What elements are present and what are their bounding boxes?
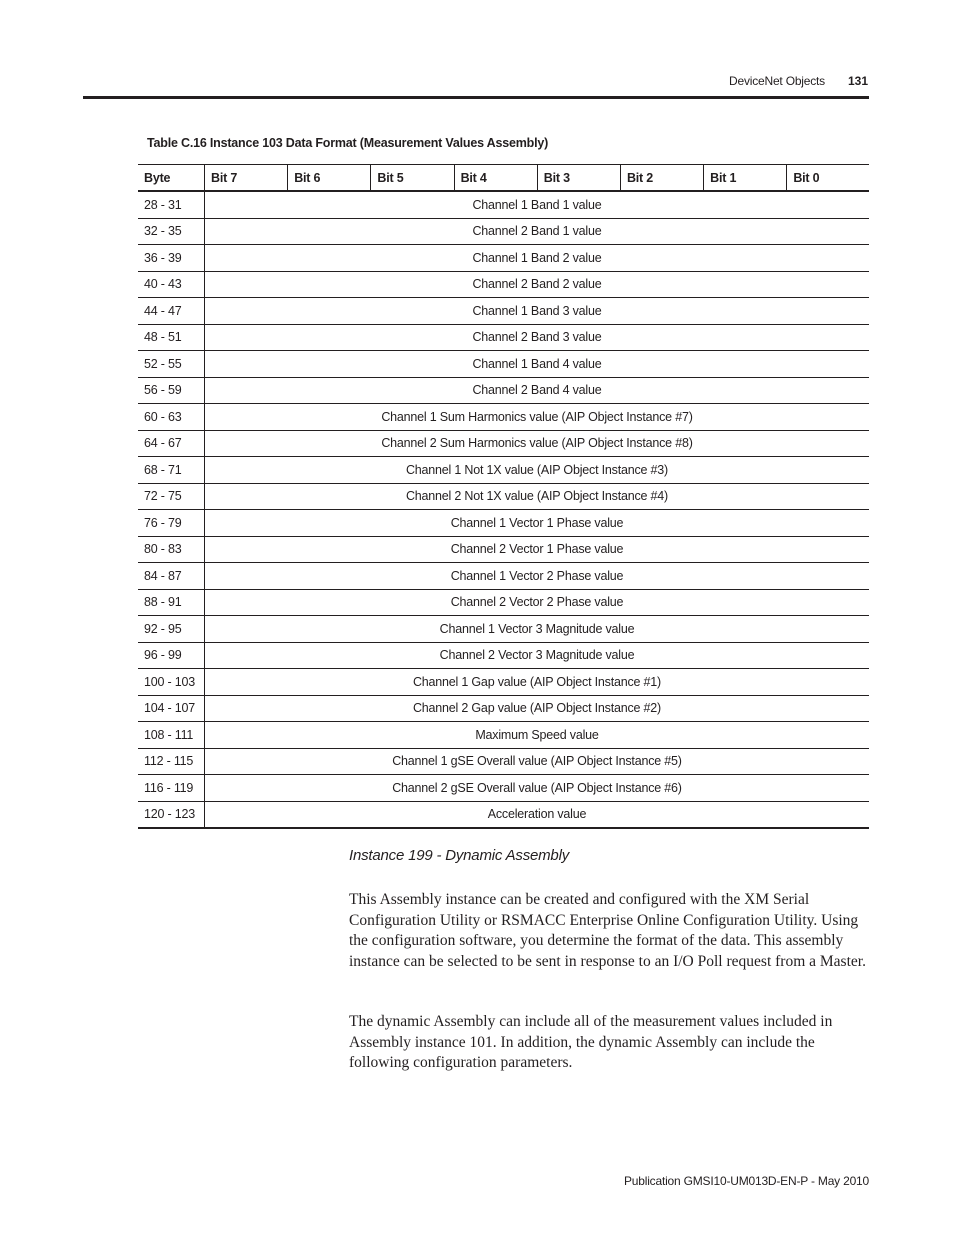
table-row xyxy=(138,748,869,775)
value-cell: Channel 1 Band 2 value xyxy=(205,245,870,272)
value-cell: Channel 2 Band 3 value xyxy=(205,324,870,351)
value-cell: Channel 2 Vector 2 Phase value xyxy=(205,589,870,616)
byte-cell: 36 - 39 xyxy=(138,245,205,272)
table-row xyxy=(138,271,869,298)
value-cell: Channel 2 Gap value (AIP Object Instance #2) xyxy=(205,695,870,722)
byte-cell: 96 - 99 xyxy=(138,642,205,669)
byte-cell: 92 - 95 xyxy=(138,616,205,643)
byte-cell: 80 - 83 xyxy=(138,536,205,563)
body-paragraph: This Assembly instance can be created and configured with the XM Serial Configuration Utility or RSMACC Enterprise Online Configuration Utility. Using the configuration software, you determine the format of the data. This assembly instance can be selected to be sent in response to an I/O Poll request from a Master. xyxy=(349,891,866,970)
value-cell: Channel 1 Vector 3 Magnitude value xyxy=(205,616,870,643)
byte-cell: 48 - 51 xyxy=(138,324,205,351)
table-row xyxy=(138,563,869,590)
table-row xyxy=(138,616,869,643)
value-cell: Channel 1 Sum Harmonics value (AIP Object Instance #7) xyxy=(205,404,870,431)
byte-cell: 108 - 111 xyxy=(138,722,205,749)
byte-cell: 120 - 123 xyxy=(138,801,205,828)
value-cell: Maximum Speed value xyxy=(205,722,870,749)
column-header-bit1: Bit 1 xyxy=(704,165,787,192)
table-row xyxy=(138,722,869,749)
byte-cell: 116 - 119 xyxy=(138,775,205,802)
table-row xyxy=(138,669,869,696)
value-cell: Channel 2 Sum Harmonics value (AIP Object Instance #8) xyxy=(205,430,870,457)
value-cell: Channel 1 Band 1 value xyxy=(205,191,870,218)
byte-cell: 88 - 91 xyxy=(138,589,205,616)
header-rule xyxy=(83,96,869,99)
value-cell: Channel 2 Vector 1 Phase value xyxy=(205,536,870,563)
column-header-bit5: Bit 5 xyxy=(371,165,454,192)
value-cell: Channel 1 Gap value (AIP Object Instance #1) xyxy=(205,669,870,696)
table-row xyxy=(138,801,869,828)
table-row xyxy=(138,324,869,351)
publication-footer: Publication GMSI10-UM013D-EN-P - May 2010 xyxy=(623,1174,869,1188)
table-row xyxy=(138,430,869,457)
table-row xyxy=(138,298,869,325)
column-header-bit0: Bit 0 xyxy=(787,165,869,192)
table-row xyxy=(138,642,869,669)
table-row xyxy=(138,536,869,563)
body-paragraph: The dynamic Assembly can include all of the measurement values included in Assembly instance 101. In addition, the dynamic Assembly can include the following configuration parameters. xyxy=(349,1013,833,1071)
value-cell: Channel 1 Band 4 value xyxy=(205,351,870,378)
column-header-bit3: Bit 3 xyxy=(537,165,620,192)
running-header: DeviceNet Objects xyxy=(729,74,825,88)
value-cell: Channel 2 Not 1X value (AIP Object Instance #4) xyxy=(205,483,870,510)
data-format-table xyxy=(138,164,869,829)
value-cell: Channel 2 Vector 3 Magnitude value xyxy=(205,642,870,669)
table-row xyxy=(138,457,869,484)
byte-cell: 56 - 59 xyxy=(138,377,205,404)
column-header-bit2: Bit 2 xyxy=(620,165,703,192)
byte-cell: 28 - 31 xyxy=(138,191,205,218)
byte-cell: 112 - 115 xyxy=(138,748,205,775)
byte-cell: 68 - 71 xyxy=(138,457,205,484)
byte-cell: 104 - 107 xyxy=(138,695,205,722)
column-header-byte: Byte xyxy=(138,165,205,192)
page-number: 131 xyxy=(847,74,868,88)
byte-cell: 64 - 67 xyxy=(138,430,205,457)
byte-cell: 72 - 75 xyxy=(138,483,205,510)
value-cell: Channel 1 Band 3 value xyxy=(205,298,870,325)
table-body xyxy=(138,191,869,828)
column-header-bit7: Bit 7 xyxy=(205,165,288,192)
byte-cell: 60 - 63 xyxy=(138,404,205,431)
byte-cell: 76 - 79 xyxy=(138,510,205,537)
table-row xyxy=(138,191,869,218)
value-cell: Channel 1 Vector 1 Phase value xyxy=(205,510,870,537)
table-row xyxy=(138,245,869,272)
value-cell: Channel 2 Band 4 value xyxy=(205,377,870,404)
table-row xyxy=(138,589,869,616)
byte-cell: 40 - 43 xyxy=(138,271,205,298)
value-cell: Channel 2 gSE Overall value (AIP Object Instance #6) xyxy=(205,775,870,802)
table-header-row xyxy=(138,165,869,192)
table-caption: Table C.16 Instance 103 Data Format (Measurement Values Assembly) xyxy=(147,136,549,150)
column-header-bit6: Bit 6 xyxy=(288,165,371,192)
column-header-bit4: Bit 4 xyxy=(454,165,537,192)
table-row xyxy=(138,695,869,722)
byte-cell: 52 - 55 xyxy=(138,351,205,378)
value-cell: Channel 1 Vector 2 Phase value xyxy=(205,563,870,590)
table-row xyxy=(138,404,869,431)
byte-cell: 100 - 103 xyxy=(138,669,205,696)
byte-cell: 32 - 35 xyxy=(138,218,205,245)
byte-cell: 84 - 87 xyxy=(138,563,205,590)
table-row xyxy=(138,510,869,537)
table-row xyxy=(138,775,869,802)
table-row xyxy=(138,483,869,510)
value-cell: Channel 1 gSE Overall value (AIP Object Instance #5) xyxy=(205,748,870,775)
byte-cell: 44 - 47 xyxy=(138,298,205,325)
value-cell: Acceleration value xyxy=(205,801,870,828)
value-cell: Channel 2 Band 2 value xyxy=(205,271,870,298)
value-cell: Channel 1 Not 1X value (AIP Object Instance #3) xyxy=(205,457,870,484)
table-row xyxy=(138,351,869,378)
value-cell: Channel 2 Band 1 value xyxy=(205,218,870,245)
section-heading: Instance 199 - Dynamic Assembly xyxy=(349,847,570,864)
table-row xyxy=(138,218,869,245)
table-row xyxy=(138,377,869,404)
